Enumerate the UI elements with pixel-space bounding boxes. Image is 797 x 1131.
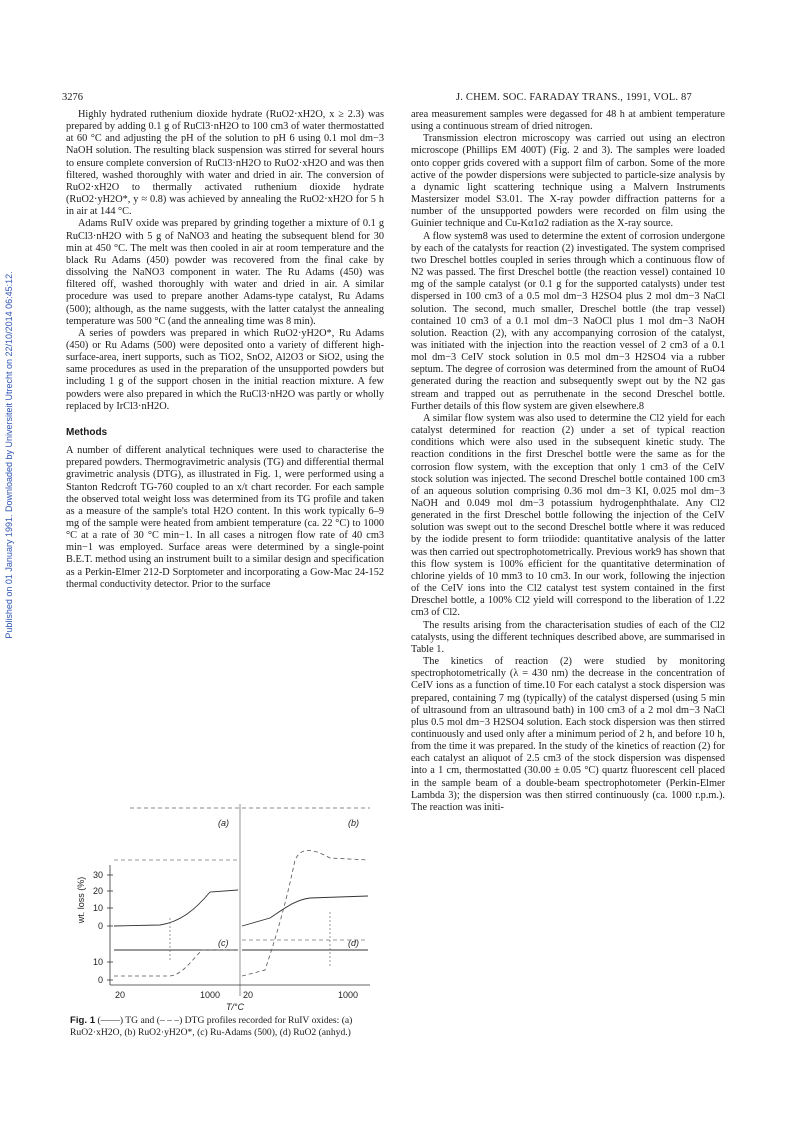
caption-label: Fig. 1 [70,1015,96,1026]
tg-curve-b [242,896,368,926]
x-axis-label: T/°C [225,1002,245,1012]
paragraph: Highly hydrated ruthenium dioxide hydrate (RuO2·xH2O, x ≥ 2.3) was prepared by adding 0.1 g of RuCl3·nH2O to 100 cm3 of water thermostatted at 60 °C and adjusting the pH of the solution to pH 6 using 0.1 mol dm−3 NaOH solution. The resulting black suspension was stirred for several hours to ensure complete conversion of RuCl3·nH2O to RuO2·xH2O and was then filtered, washed thoroughly with water and dried in air. The conversion of RuO2·xH2O to thermally activated ruthenium dioxide hydrate (RuO2·yH2O*, y ≈ 0.8) was achieved by annealing the RuO2·xH2O for 5 h in air at 144 °C. [66,109,384,218]
x-tick-label: 1000 [337,990,359,1000]
caption-text: (——) TG and (– – –) DTG profiles recorded for RuIV oxides: (a) RuO2·xH2O, (b) RuO2·yH2O*, (c) Ru-Adams (500), (d) RuO2 (anhyd.) [70,1015,353,1038]
download-watermark[interactable] [3,235,15,675]
paragraph: The results arising from the characterisation studies of each of the Cl2 catalysts, using the different techniques described above, are summarised in Table 1. [411,619,725,655]
y-axis-label: wt. loss (%) [76,876,86,924]
y-tick-label: 10 [92,903,103,913]
figure-1 [70,800,380,1012]
panel-label-d: (d) [348,938,359,948]
paragraph: A series of powders was prepared in which RuO2·yH2O*, Ru Adams (450) or Ru Adams (500) were deposited onto a variety of different high-surface-area, inert supports, such as TiO2, SnO2, Al2O3 or SiO2, using the same procedures as used in the preparation of the unsupported powders but including 1 g of the support chosen in the initial reaction mixture. A few powders were also prepared in which the RuCl3·nH2O was partly or wholly replaced by IrCl3·nH2O. [66,327,384,412]
x-tick-label: 20 [114,990,126,1000]
y-tick-label: 0 [97,921,103,931]
paragraph: A flow system8 was used to determine the extent of corrosion undergone by each of the catalysts for reaction (2) investigated. The system comprised two Dreschel bottles coupled in series through which a continuous flow of N2 was passed. The first Dreschel bottle (the reaction vessel) contained 10 mg of the sample catalyst (or 0.1 g for the supported catalysts) under test dispersed in 100 cm3 of a 0.5 mol dm−3 H2SO4 plus 2 mol dm−3 NaCl solution. The second, much smaller, Dreschel bottle (the trap vessel) contained 10 cm3 of a 0.1 mol dm−3 NaOCl plus 1 mol dm−3 NaOH solution. Reaction (2), with any accompanying corrosion of the catalyst, was initiated with the injection into the reaction vessel of 2 cm3 of a 0.1 mol dm−3 CeIV stock solution in 0.5 mol dm−3 H2SO4 via a rubber septum. The degree of corrosion was determined from the amount of RuO4 generated during the reaction and subsequently swept out by the N2 gas stream and trapped out as perruthenate in the second Dreschel bottle. Further details of this flow system are given elsewhere.8 [411,230,725,412]
paragraph: A similar flow system was also used to determine the Cl2 yield for each catalyst determined for reaction (2) under a set of typical reaction conditions which were also used in the subsequent kinetic study. The reaction conditions in the first Dreschel bottle were the same as for the corrosion flow system, with the exception that only 1 cm3 of the CeIV stock solution was injected. The second Dreschel bottle contained 100 cm3 of an aqueous solution comprising 0.36 mol dm−3 KI, 0.025 mol dm−3 NaOH and 0.049 mol dm−3 potassium hydrogenphthalate. Any Cl2 generated in the first Dreschel bottle following the injection of the CeIV solution was swept out to the second Dreschel bottle where it was reduced by the iodide present to form triiodide: quantitative analysis of the latter was then carried out spectrophotometrically. Previous work9 has shown that this flow system is 100% efficient for the quantitative determination of chlorine yields of 10 mm3 to 10 cm3. In our work, following the injection of the CeIV ions into the Cl2 catalyst test system contained in the first Dreschel bottle, a 100% Cl2 yield will correspond to the liberation of 1.22 cm3 of Cl2. [411,412,725,619]
tg-curve-a [114,890,238,926]
x-tick-label: 20 [242,990,254,1000]
x-tick-label: 1000 [199,990,221,1000]
dtg-curve-b [242,850,368,976]
y-tick-label: 10 [92,957,103,967]
watermark-text: Published on 01 January 1991. Downloaded by Universiteit Utrecht on 22/10/2014 06:45:12. [4,271,14,639]
section-heading: Methods [66,426,108,438]
paragraph: Transmission electron microscopy was carried out using an electron microscope (Phillips EM 400T) (Fig. 2 and 3). The samples were loaded onto copper grids covered with a support film of carbon. Some of the more active of the powder dispersions were subjected to particle-size analysis by a dynamic light scattering technique using a Malvern Instruments Mastersizer model S3.01. The X-ray powder diffraction patterns for a number of the unsupported powders were recorded on film using the Guinier technique and Cu-Kα1α2 radiation as the X-ray source. [411,133,725,230]
paragraph: The kinetics of reaction (2) were studied by monitoring spectrophotometrically (λ = 430 nm) the decrease in the concentration of CeIV ions as a function of time.10 For each catalyst a stock dispersion was prepared, containing 7 mg (typically) of the catalyst dispersed (using 5 min of ultrasound from an ultrasound bath) in 100 cm3 of a 2 mol dm−3 NaCl plus 0.5 mol dm−3 H2SO4 solution. Each stock dispersion was then stirred continuously and used only after a minimum period of 2 h, and before 10 h, from the time it was prepared. In the study of the kinetics of reaction (2) for each catalyst an aliquot of 2.5 cm3 of the stock dispersion was dispensed into a 1 cm, thermostatted (30.00 ± 0.05 °C) quartz fluorescent cell placed in the sample beam of a double-beam spectrophotometer (Perkin-Elmer Lambda 3); the dispersion was then stirred continuously (ca. 1000 r.p.m.). The reaction was initi- [411,656,725,813]
y-tick-label: 20 [92,886,103,896]
tg-dtg-plot [70,800,380,1012]
left-column [66,109,384,591]
panel-label-a: (a) [218,818,229,828]
running-head: J. CHEM. SOC. FARADAY TRANS., 1991, VOL. 87 [456,92,692,103]
panel-label-c: (c) [218,938,229,948]
page-number: 3276 [62,92,83,103]
figure-caption [70,1015,380,1038]
y-tick-label: 0 [97,975,103,985]
right-column [411,109,725,814]
panel-label-b: (b) [348,818,359,828]
y-tick-label: 30 [92,870,103,880]
paragraph: area measurement samples were degassed for 48 h at ambient temperature using a continuous stream of dried nitrogen. [411,109,725,133]
dtg-curve-a [114,950,238,976]
paragraph: Adams RuIV oxide was prepared by grinding together a mixture of 0.1 g RuCl3·nH2O with 5 g of NaNO3 and heating the subsequent blend for 30 min at 450 °C. The melt was then cooled in air at room temperature and the black Ru Adams (450) powder was recovered from the final cake by dissolving the NaNO3 component in water. The Ru Adams (450) was filtered off, washed thoroughly with water and dried in air. A similar procedure was used to prepare another Adams-type catalyst, Ru Adams (500); although, as the name suggests, with the latter catalyst the annealing temperature was 500 °C (and the annealing time was 8 min). [66,218,384,327]
paragraph: A number of different analytical techniques were used to characterise the prepared powders. Thermogravimetric analysis (TG) and differential thermal gravimetric analysis (DTG), as illustrated in Fig. 1, were performed using a Stanton Redcroft TG-760 coupled to an x/t chart recorder. For each sample the observed total weight loss was determined from its TG profile and taken as a measure of the sample's total H2O content. In this work typically 6–9 mg of the sample were heated from ambient temperature (ca. 22 °C) to 1000 °C at a rate of 30 °C min−1. In all cases a nitrogen flow rate of 40 cm3 min−1 was employed. Surface areas were determined by a single-point B.E.T. method using an instrument built to a similar design and specification as a Perkin-Elmer 212-D Sorptometer and incorporating a Gow-Mac 24-152 thermal conductivity detector. Prior to the surface [66,445,384,590]
